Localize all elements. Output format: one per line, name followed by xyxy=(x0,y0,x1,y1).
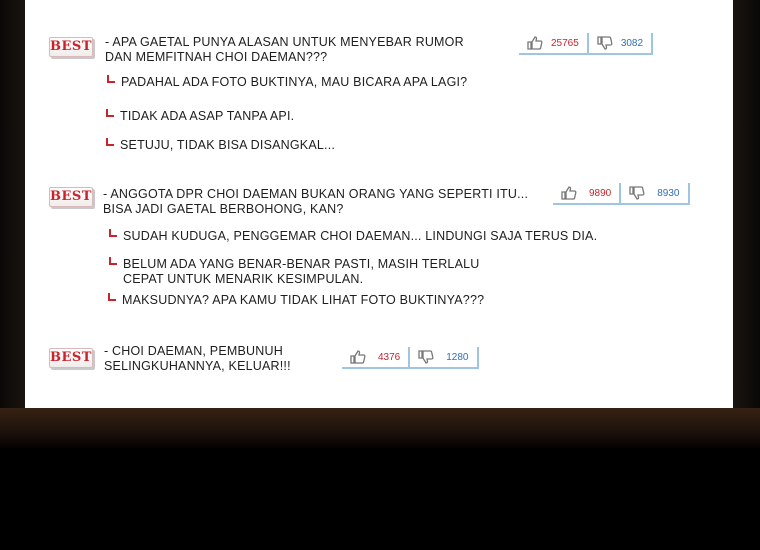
thumbs-up-icon xyxy=(561,186,577,200)
vote-box xyxy=(342,347,479,369)
thumbs-up-icon xyxy=(350,350,366,364)
like-button[interactable] xyxy=(342,347,410,367)
like-count: 4376 xyxy=(378,351,401,363)
thumbs-down-icon xyxy=(418,350,434,364)
background-right xyxy=(733,0,760,408)
best-badge: BEST xyxy=(49,348,93,368)
reply-text: PADAHAL ADA FOTO BUKTINYA, MAU BICARA APA LAGI? xyxy=(121,75,468,89)
reply-arrow-icon xyxy=(106,109,114,117)
comment-line: - APA GAETAL PUNYA ALASAN UNTUK MENYEBAR RUMOR xyxy=(105,35,464,49)
reply-item xyxy=(108,293,484,308)
reply-item xyxy=(109,257,480,287)
dislike-count: 3082 xyxy=(620,37,644,49)
like-count: 25765 xyxy=(551,37,579,49)
reply-line: CEPAT UNTUK MENARIK KESIMPULAN. xyxy=(123,272,364,286)
reply-item xyxy=(106,109,294,124)
background-left xyxy=(0,0,25,408)
best-badge: BEST xyxy=(49,187,93,207)
dislike-count: 8930 xyxy=(657,187,680,199)
reply-item xyxy=(107,75,467,90)
reply-text: SETUJU, TIDAK BISA DISANGKAL... xyxy=(120,138,336,152)
dislike-button[interactable] xyxy=(589,33,651,53)
like-button[interactable] xyxy=(553,183,621,203)
reply-arrow-icon xyxy=(109,257,117,265)
comments-panel xyxy=(25,0,733,408)
reply-arrow-icon xyxy=(107,75,115,83)
like-button[interactable] xyxy=(519,33,589,53)
like-count: 9890 xyxy=(589,187,612,199)
dislike-count: 1280 xyxy=(446,351,469,363)
reply-arrow-icon xyxy=(109,229,117,237)
reply-arrow-icon xyxy=(106,138,114,146)
reply-text: TIDAK ADA ASAP TANPA API. xyxy=(120,109,295,123)
reply-arrow-icon xyxy=(108,293,116,301)
dislike-button[interactable] xyxy=(410,347,476,367)
comment-line: - CHOI DAEMAN, PEMBUNUH xyxy=(104,344,283,358)
reply-text: MAKSUDNYA? APA KAMU TIDAK LIHAT FOTO BUKTINYA??? xyxy=(122,293,485,307)
reply-line: BELUM ADA YANG BENAR-BENAR PASTI, MASIH TERLALU xyxy=(123,257,480,271)
reply-item xyxy=(106,138,335,153)
reply-item xyxy=(109,229,597,244)
thumbs-down-icon xyxy=(597,36,613,50)
comment-text xyxy=(104,344,291,374)
reply-text: SUDAH KUDUGA, PENGGEMAR CHOI DAEMAN... LINDUNGI SAJA TERUS DIA. xyxy=(123,229,598,243)
vote-box xyxy=(553,183,690,205)
comment-line: DAN MEMFITNAH CHOI DAEMAN??? xyxy=(105,50,328,64)
comment-line: - ANGGOTA DPR CHOI DAEMAN BUKAN ORANG YANG SEPERTI ITU... xyxy=(103,187,529,201)
thumbs-up-icon xyxy=(527,36,543,50)
vote-box xyxy=(519,33,653,55)
comment-text xyxy=(103,187,528,217)
thumbs-down-icon xyxy=(629,186,645,200)
comment-line: SELINGKUHANNYA, KELUAR!!! xyxy=(104,359,291,373)
dislike-button[interactable] xyxy=(621,183,687,203)
best-badge: BEST xyxy=(49,37,93,57)
reply-text xyxy=(123,257,480,287)
comment-text xyxy=(105,35,464,65)
comment-line: BISA JADI GAETAL BERBOHONG, KAN? xyxy=(103,202,344,216)
